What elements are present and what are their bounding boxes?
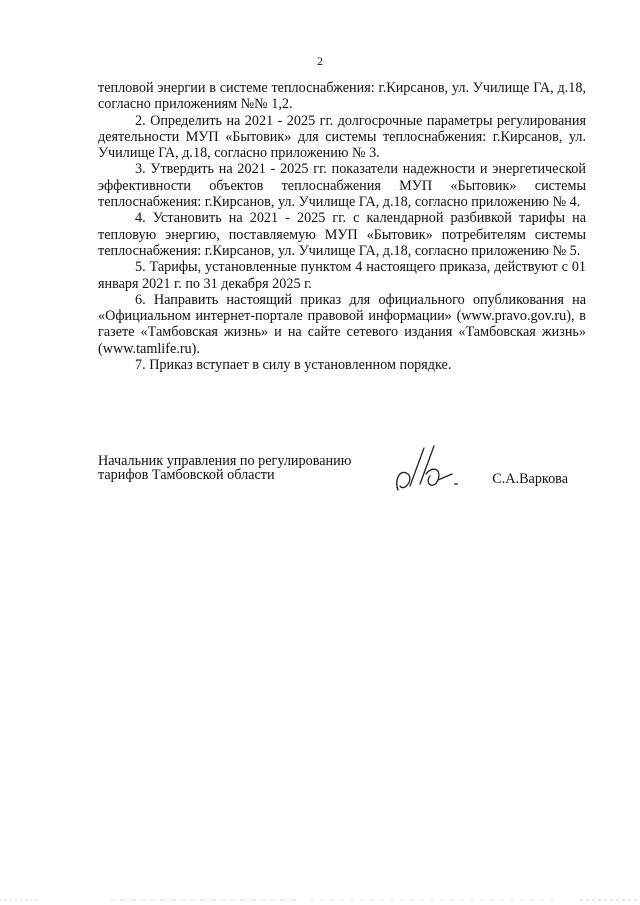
signer-name: С.А.Варкова — [492, 471, 568, 487]
paragraph-item-6: 6. Направить настоящий приказ для официального опубликования на «Официальном интернет-портале правовой информации» (www.pravo.gov.ru), в газете «Тамбовская жизнь» и на сайте сетевого издания «Тамбовская жизнь» (www.tamlife.ru). — [98, 291, 586, 357]
paragraph-item-3: 3. Утвердить на 2021 - 2025 гг. показатели надежности и энергетической эффективности объектов теплоснабжения МУП «Бытовик» системы теплоснабжения: г.Кирсанов, ул. Училище ГА, д.18, согласно приложению № 4. — [98, 161, 586, 211]
signer-title-line-1: Начальник управления по регулированию — [98, 453, 352, 469]
page-number: 2 — [317, 54, 323, 68]
signer-title — [98, 454, 351, 482]
paragraph-item-4: 4. Установить на 2021 - 2025 гг. с календарной разбивкой тарифы на тепловую энергию, поставляемую МУП «Бытовик» потребителям системы теплоснабжения: г.Кирсанов, ул. Училище ГА, д.18, согласно приложению № 5. — [98, 210, 586, 259]
paragraph-item-7: 7. Приказ вступает в силу в установленном порядке. — [135, 357, 452, 374]
paragraph-item-2: 2. Определить на 2021 - 2025 гг. долгосрочные параметры регулирования деятельности МУП «Бытовик» для системы теплоснабжения: г.Кирсанов, ул. Училище ГА, д.18, согласно приложению № 3. — [98, 112, 586, 162]
handwritten-signature — [390, 440, 470, 500]
paragraph-continuation: тепловой энергии в системе теплоснабжения: г.Кирсанов, ул. Училище ГА, д.18, согласно приложениям №№ 1,2. — [98, 80, 586, 113]
scan-artifacts — [0, 880, 640, 905]
signer-title-line-2: тарифов Тамбовской области — [98, 467, 275, 483]
signature-block — [98, 454, 586, 504]
paragraph-item-5: 5. Тарифы, установленные пунктом 4 настоящего приказа, действуют с 01 января 2021 г. по 31 декабря 2025 г. — [98, 259, 586, 292]
document-body — [98, 80, 586, 373]
